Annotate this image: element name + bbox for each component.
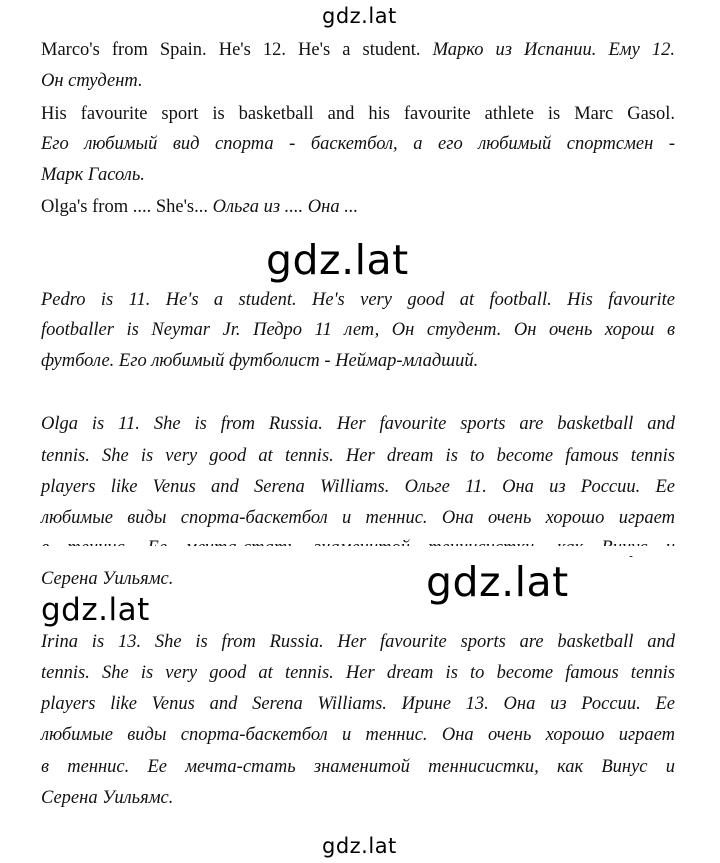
watermark-left: gdz.lat xyxy=(41,592,150,628)
text-line: tennis. She is very good at tennis. Her dream is to become famous tennis xyxy=(41,446,675,466)
watermark-right: gdz.lat xyxy=(426,558,569,606)
scan-gap xyxy=(41,546,681,556)
text-line: в теннис. Ее мечта-стать знаменитой теннисистки, как Винус и xyxy=(41,757,675,777)
watermark-top: gdz.lat xyxy=(322,4,397,28)
text-line: Серена Уильямс. xyxy=(41,569,174,589)
watermark-bottom: gdz.lat xyxy=(322,834,397,858)
text-line: Irina is 13. She is from Russia. Her favourite sports are basketball and xyxy=(41,632,675,652)
text-line: players like Venus and Serena Williams. Ольге 11. Она из России. Ее xyxy=(41,477,675,497)
text-en: Olga's from .... She's... xyxy=(41,197,213,217)
text-line xyxy=(41,38,675,62)
text-line: Olga is 11. She is from Russia. Her favourite sports are basketball and xyxy=(41,414,675,434)
text-line: footballer is Neymar Jr. Педро 11 лет, Он студент. Он очень хорош в xyxy=(41,320,675,340)
text-ru: Ольга из .... Она ... xyxy=(212,197,359,217)
text-line: His favourite sport is basketball and his favourite athlete is Marc Gasol. xyxy=(41,104,675,124)
text-line xyxy=(41,195,675,219)
text-line: Он студент. xyxy=(41,71,143,91)
text-line: Серена Уильямс. xyxy=(41,788,174,808)
text-ru: Марко из Испании. Ему 12. xyxy=(432,40,675,60)
text-line: players like Venus and Serena Williams. Ирине 13. Она из России. Ее xyxy=(41,694,675,714)
text-line: Его любимый вид спорта - баскетбол, а его любимый спортсмен - xyxy=(41,134,675,154)
text-line: Pedro is 11. He's a student. He's very good at football. His favourite xyxy=(41,290,675,310)
text-line: Марк Гасоль. xyxy=(41,165,145,185)
text-line: любимые виды спорта-баскетбол и теннис. Она очень хорошо играет xyxy=(41,725,675,745)
text-line: tennis. She is very good at tennis. Her dream is to become famous tennis xyxy=(41,663,675,683)
watermark-center: gdz.lat xyxy=(266,236,409,284)
text-line: футболе. Его любимый футболист - Неймар-младший. xyxy=(41,351,479,371)
text-en: Marco's from Spain. He's 12. He's a student. xyxy=(41,40,433,60)
text-line: любимые виды спорта-баскетбол и теннис. Она очень хорошо играет xyxy=(41,508,675,528)
